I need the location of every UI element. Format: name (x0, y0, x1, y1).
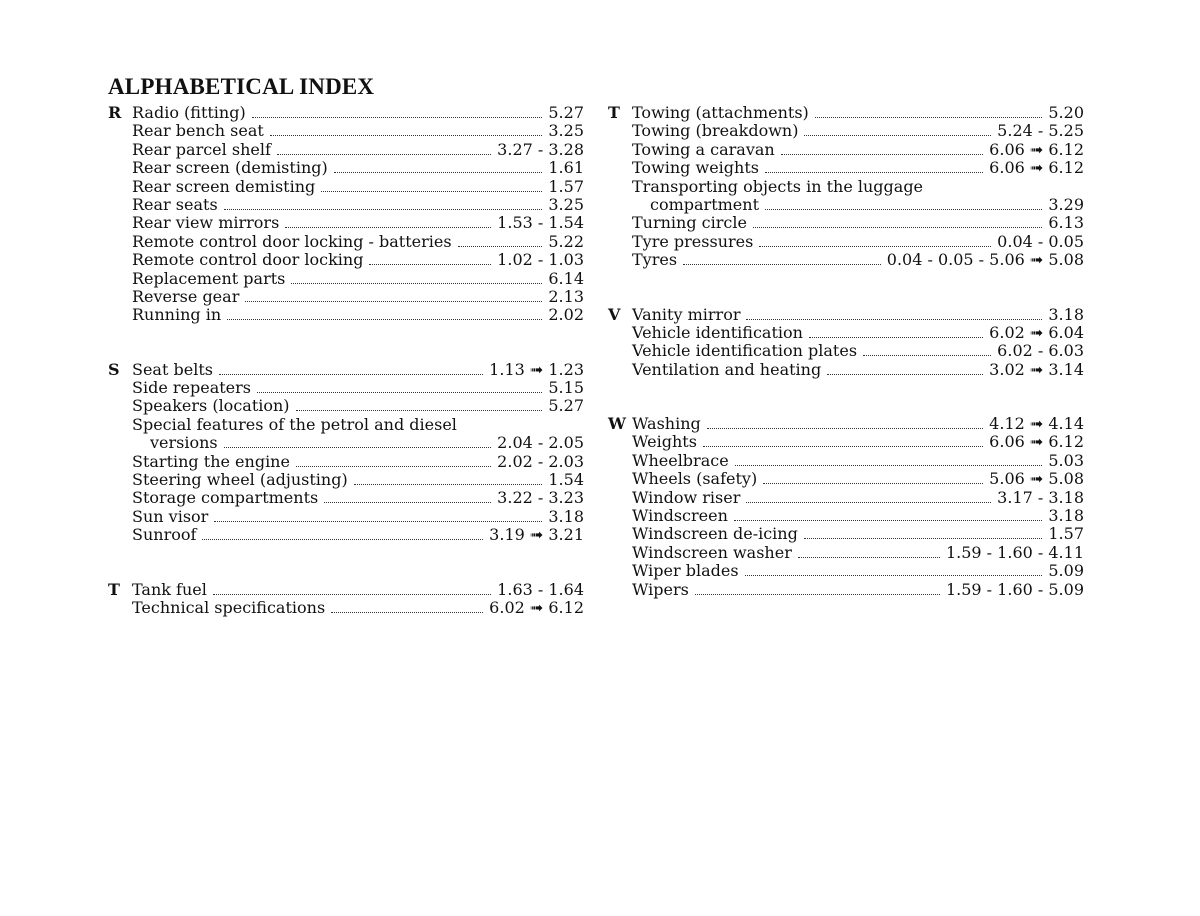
index-section-w (608, 415, 1084, 599)
section-letter: R (108, 103, 122, 122)
entry-list (132, 581, 584, 618)
entry-page-ref: 5.15 (548, 378, 584, 398)
entry-page-ref: 5.20 (1048, 103, 1084, 122)
entry-label: Running in (132, 305, 222, 325)
entry-page-ref: 3.29 (1048, 194, 1084, 214)
index-entry[interactable] (132, 489, 584, 507)
index-column-right (608, 104, 1084, 635)
index-entry[interactable] (132, 508, 584, 526)
dot-leader (224, 447, 492, 448)
dot-leader (804, 538, 1043, 539)
index-entry[interactable] (132, 104, 584, 122)
entry-page-ref: 5.06 ➟ 5.08 (989, 469, 1084, 489)
entry-list (132, 361, 584, 545)
dot-leader (285, 227, 491, 228)
dot-leader (334, 172, 543, 173)
index-entry[interactable] (132, 397, 584, 415)
dot-leader (291, 283, 542, 284)
entry-label: Sunroof (132, 525, 197, 545)
entry-page-ref: 1.57 (1048, 524, 1084, 544)
entry-label: Radio (fitting) (132, 103, 246, 122)
entry-page-ref: 2.13 (548, 286, 584, 306)
entry-label: Turning circle (632, 213, 747, 233)
entry-page-ref: 1.63 - 1.64 (497, 579, 584, 599)
dot-leader (257, 392, 542, 393)
entry-page-ref: 1.53 - 1.54 (497, 213, 584, 233)
dot-leader (213, 594, 491, 595)
dot-leader (245, 301, 542, 302)
entry-label: Windscreen (632, 506, 728, 526)
dot-leader (765, 209, 1042, 210)
dot-leader (735, 465, 1043, 466)
index-section-t (608, 104, 1084, 270)
entry-page-ref: 3.17 - 3.18 (997, 487, 1084, 507)
entry-label: Starting the engine (132, 451, 290, 471)
dot-leader (683, 264, 881, 265)
entry-label: Weights (632, 432, 697, 452)
dot-leader (227, 319, 542, 320)
entry-label: versions (150, 433, 218, 453)
index-entry[interactable] (632, 415, 1084, 433)
entry-page-ref: 1.13 ➟ 1.23 (489, 359, 584, 379)
index-entry[interactable] (632, 525, 1084, 543)
dot-leader (863, 355, 991, 356)
entry-page-ref: 3.25 (548, 121, 584, 141)
entry-page-ref: 6.14 (548, 268, 584, 288)
index-entry[interactable] (132, 306, 584, 324)
entry-page-ref: 3.18 (1048, 304, 1084, 324)
entry-page-ref: 6.02 ➟ 6.12 (489, 597, 584, 617)
index-entry[interactable] (132, 434, 584, 452)
entry-label: Rear view mirrors (132, 213, 280, 233)
entry-label: Remote control door locking (132, 250, 364, 270)
dot-leader (781, 154, 983, 155)
index-entry[interactable] (132, 471, 584, 489)
index-entry[interactable] (632, 452, 1084, 470)
index-entry[interactable] (132, 288, 584, 306)
dot-leader (734, 520, 1042, 521)
index-entry[interactable] (632, 122, 1084, 140)
dot-leader (277, 154, 491, 155)
entry-page-ref: 6.06 ➟ 6.12 (989, 158, 1084, 178)
entry-list (632, 306, 1084, 380)
dot-leader (753, 227, 1042, 228)
index-entry[interactable] (632, 159, 1084, 177)
dot-leader (224, 209, 543, 210)
index-entry[interactable] (632, 470, 1084, 488)
section-letter: T (608, 103, 620, 122)
index-entry[interactable] (132, 361, 584, 379)
entry-page-ref: 0.04 - 0.05 (997, 231, 1084, 251)
entry-label: Tyres (632, 250, 678, 270)
dot-leader (763, 483, 983, 484)
dot-leader (798, 557, 940, 558)
section-letter: W (608, 414, 626, 434)
dot-leader (759, 246, 991, 247)
entry-label: compartment (650, 194, 759, 214)
entry-page-ref: 3.25 (548, 194, 584, 214)
index-entry[interactable] (132, 233, 584, 251)
index-entry[interactable] (132, 416, 584, 434)
entry-label: Wiper blades (632, 561, 739, 581)
entry-label: Technical specifications (132, 597, 326, 617)
index-entry[interactable] (632, 324, 1084, 342)
index-entry[interactable] (132, 178, 584, 196)
section-letter: T (108, 579, 120, 599)
entry-label: Seat belts (132, 359, 213, 379)
entry-page-ref: 3.02 ➟ 3.14 (989, 359, 1084, 379)
index-entry[interactable] (632, 361, 1084, 379)
entry-page-ref: 0.04 - 0.05 - 5.06 ➟ 5.08 (886, 250, 1084, 270)
index-entry[interactable] (132, 581, 584, 599)
dot-leader (458, 246, 543, 247)
index-entry[interactable] (632, 489, 1084, 507)
index-entry[interactable] (132, 599, 584, 617)
entry-label: Tank fuel (132, 579, 207, 599)
index-entry[interactable] (632, 507, 1084, 525)
dot-leader (331, 612, 483, 613)
dot-leader (369, 264, 491, 265)
index-entry[interactable] (632, 178, 1084, 196)
entry-label: Windscreen washer (632, 542, 792, 562)
entry-page-ref: 1.02 - 1.03 (497, 250, 584, 270)
entry-label: Rear seats (132, 194, 218, 214)
entry-page-ref: 1.54 (548, 470, 584, 490)
entry-label: Wheels (safety) (632, 469, 758, 489)
index-entry[interactable] (632, 433, 1084, 451)
dot-leader (746, 319, 1042, 320)
dot-leader (815, 117, 1043, 118)
entry-label: Transporting objects in the luggage (632, 176, 924, 196)
dot-leader (809, 337, 983, 338)
dot-leader (321, 191, 542, 192)
index-entry[interactable] (632, 214, 1084, 232)
index-entry[interactable] (132, 453, 584, 471)
entry-label: Wipers (632, 579, 689, 599)
entry-page-ref: 2.02 (548, 305, 584, 325)
dot-leader (827, 374, 983, 375)
entry-label: Storage compartments (132, 488, 319, 508)
index-section-t (108, 581, 584, 618)
index-entry[interactable] (632, 196, 1084, 214)
entry-label: Remote control door locking - batteries (132, 231, 452, 251)
entry-list (632, 104, 1084, 270)
index-entry[interactable] (132, 379, 584, 397)
dot-leader (354, 484, 543, 485)
index-entry[interactable] (632, 544, 1084, 562)
dot-leader (746, 502, 991, 503)
entry-label: Vanity mirror (632, 304, 741, 324)
entry-label: Towing (breakdown) (632, 121, 799, 141)
dot-leader (695, 594, 940, 595)
entry-label: Window riser (632, 487, 741, 507)
entry-label: Rear screen (demisting) (132, 158, 328, 178)
entry-label: Special features of the petrol and diesel (132, 414, 457, 434)
index-entry[interactable] (132, 270, 584, 288)
index-entry[interactable] (132, 141, 584, 159)
entry-label: Towing a caravan (632, 139, 775, 159)
dot-leader (296, 466, 491, 467)
dot-leader (703, 446, 983, 447)
entry-label: Vehicle identification plates (632, 341, 858, 361)
section-letter: V (608, 304, 621, 324)
entry-page-ref: 5.27 (548, 396, 584, 416)
dot-leader (214, 521, 542, 522)
index-entry[interactable] (632, 251, 1084, 269)
index-entry[interactable] (632, 342, 1084, 360)
entry-page-ref: 3.22 - 3.23 (497, 488, 584, 508)
entry-label: Towing weights (632, 158, 759, 178)
entry-label: Tyre pressures (632, 231, 754, 251)
index-entry[interactable] (632, 104, 1084, 122)
entry-page-ref: 1.61 (548, 158, 584, 178)
entry-label: Ventilation and heating (632, 359, 822, 379)
entry-label: Replacement parts (132, 268, 286, 288)
index-entry[interactable] (132, 122, 584, 140)
page-title: ALPHABETICAL INDEX (108, 74, 375, 99)
entry-page-ref: 5.24 - 5.25 (997, 121, 1084, 141)
dot-leader (765, 172, 983, 173)
entry-label: Side repeaters (132, 378, 251, 398)
entry-page-ref: 2.04 - 2.05 (497, 433, 584, 453)
entry-page-ref: 6.06 ➟ 6.12 (989, 432, 1084, 452)
entry-label: Wheelbrace (632, 450, 729, 470)
entry-label: Rear bench seat (132, 121, 264, 141)
dot-leader (202, 539, 483, 540)
entry-label: Reverse gear (132, 286, 240, 306)
entry-label: Sun visor (132, 506, 209, 526)
index-entry[interactable] (132, 196, 584, 214)
entry-label: Windscreen de-icing (632, 524, 798, 544)
index-entry[interactable] (632, 141, 1084, 159)
index-entry[interactable] (632, 233, 1084, 251)
dot-leader (745, 575, 1043, 576)
index-section-s (108, 361, 584, 545)
dot-leader (804, 135, 991, 136)
entry-page-ref: 3.18 (548, 506, 584, 526)
entry-page-ref: 6.06 ➟ 6.12 (989, 139, 1084, 159)
dot-leader (270, 135, 543, 136)
dot-leader (296, 410, 543, 411)
index-column-left (108, 104, 584, 653)
dot-leader (252, 117, 543, 118)
index-entry[interactable] (132, 526, 584, 544)
entry-page-ref: 5.22 (548, 231, 584, 251)
entry-label: Vehicle identification (632, 322, 803, 342)
entry-page-ref: 1.59 - 1.60 - 5.09 (945, 579, 1084, 599)
index-entry[interactable] (632, 562, 1084, 580)
index-section-r (108, 104, 584, 325)
entry-label: Rear screen demisting (132, 176, 316, 196)
dot-leader (707, 428, 983, 429)
entry-page-ref: 2.02 - 2.03 (497, 451, 584, 471)
dot-leader (324, 502, 491, 503)
entry-page-ref: 4.12 ➟ 4.14 (989, 414, 1084, 434)
entry-page-ref: 1.57 (548, 176, 584, 196)
entry-list (632, 415, 1084, 599)
entry-page-ref: 5.03 (1048, 450, 1084, 470)
entry-page-ref: 3.27 - 3.28 (497, 139, 584, 159)
dot-leader (219, 374, 483, 375)
entry-label: Washing (632, 414, 701, 434)
index-entry[interactable] (632, 306, 1084, 324)
entry-page-ref: 6.02 - 6.03 (997, 341, 1084, 361)
index-section-v (608, 306, 1084, 380)
entry-page-ref: 5.09 (1048, 561, 1084, 581)
entry-label: Towing (attachments) (632, 103, 809, 122)
entry-label: Steering wheel (adjusting) (132, 470, 348, 490)
index-entry[interactable] (632, 581, 1084, 599)
entry-label: Speakers (location) (132, 396, 290, 416)
index-entry[interactable] (132, 159, 584, 177)
entry-page-ref: 1.59 - 1.60 - 4.11 (945, 542, 1084, 562)
entry-page-ref: 3.19 ➟ 3.21 (489, 525, 584, 545)
entry-page-ref: 5.27 (548, 103, 584, 122)
index-entry[interactable] (132, 251, 584, 269)
section-letter: S (108, 359, 120, 379)
entry-page-ref: 6.13 (1048, 213, 1084, 233)
entry-page-ref: 3.18 (1048, 506, 1084, 526)
entry-label: Rear parcel shelf (132, 139, 271, 159)
entry-page-ref: 6.02 ➟ 6.04 (989, 322, 1084, 342)
entry-list (132, 104, 584, 325)
index-entry[interactable] (132, 214, 584, 232)
